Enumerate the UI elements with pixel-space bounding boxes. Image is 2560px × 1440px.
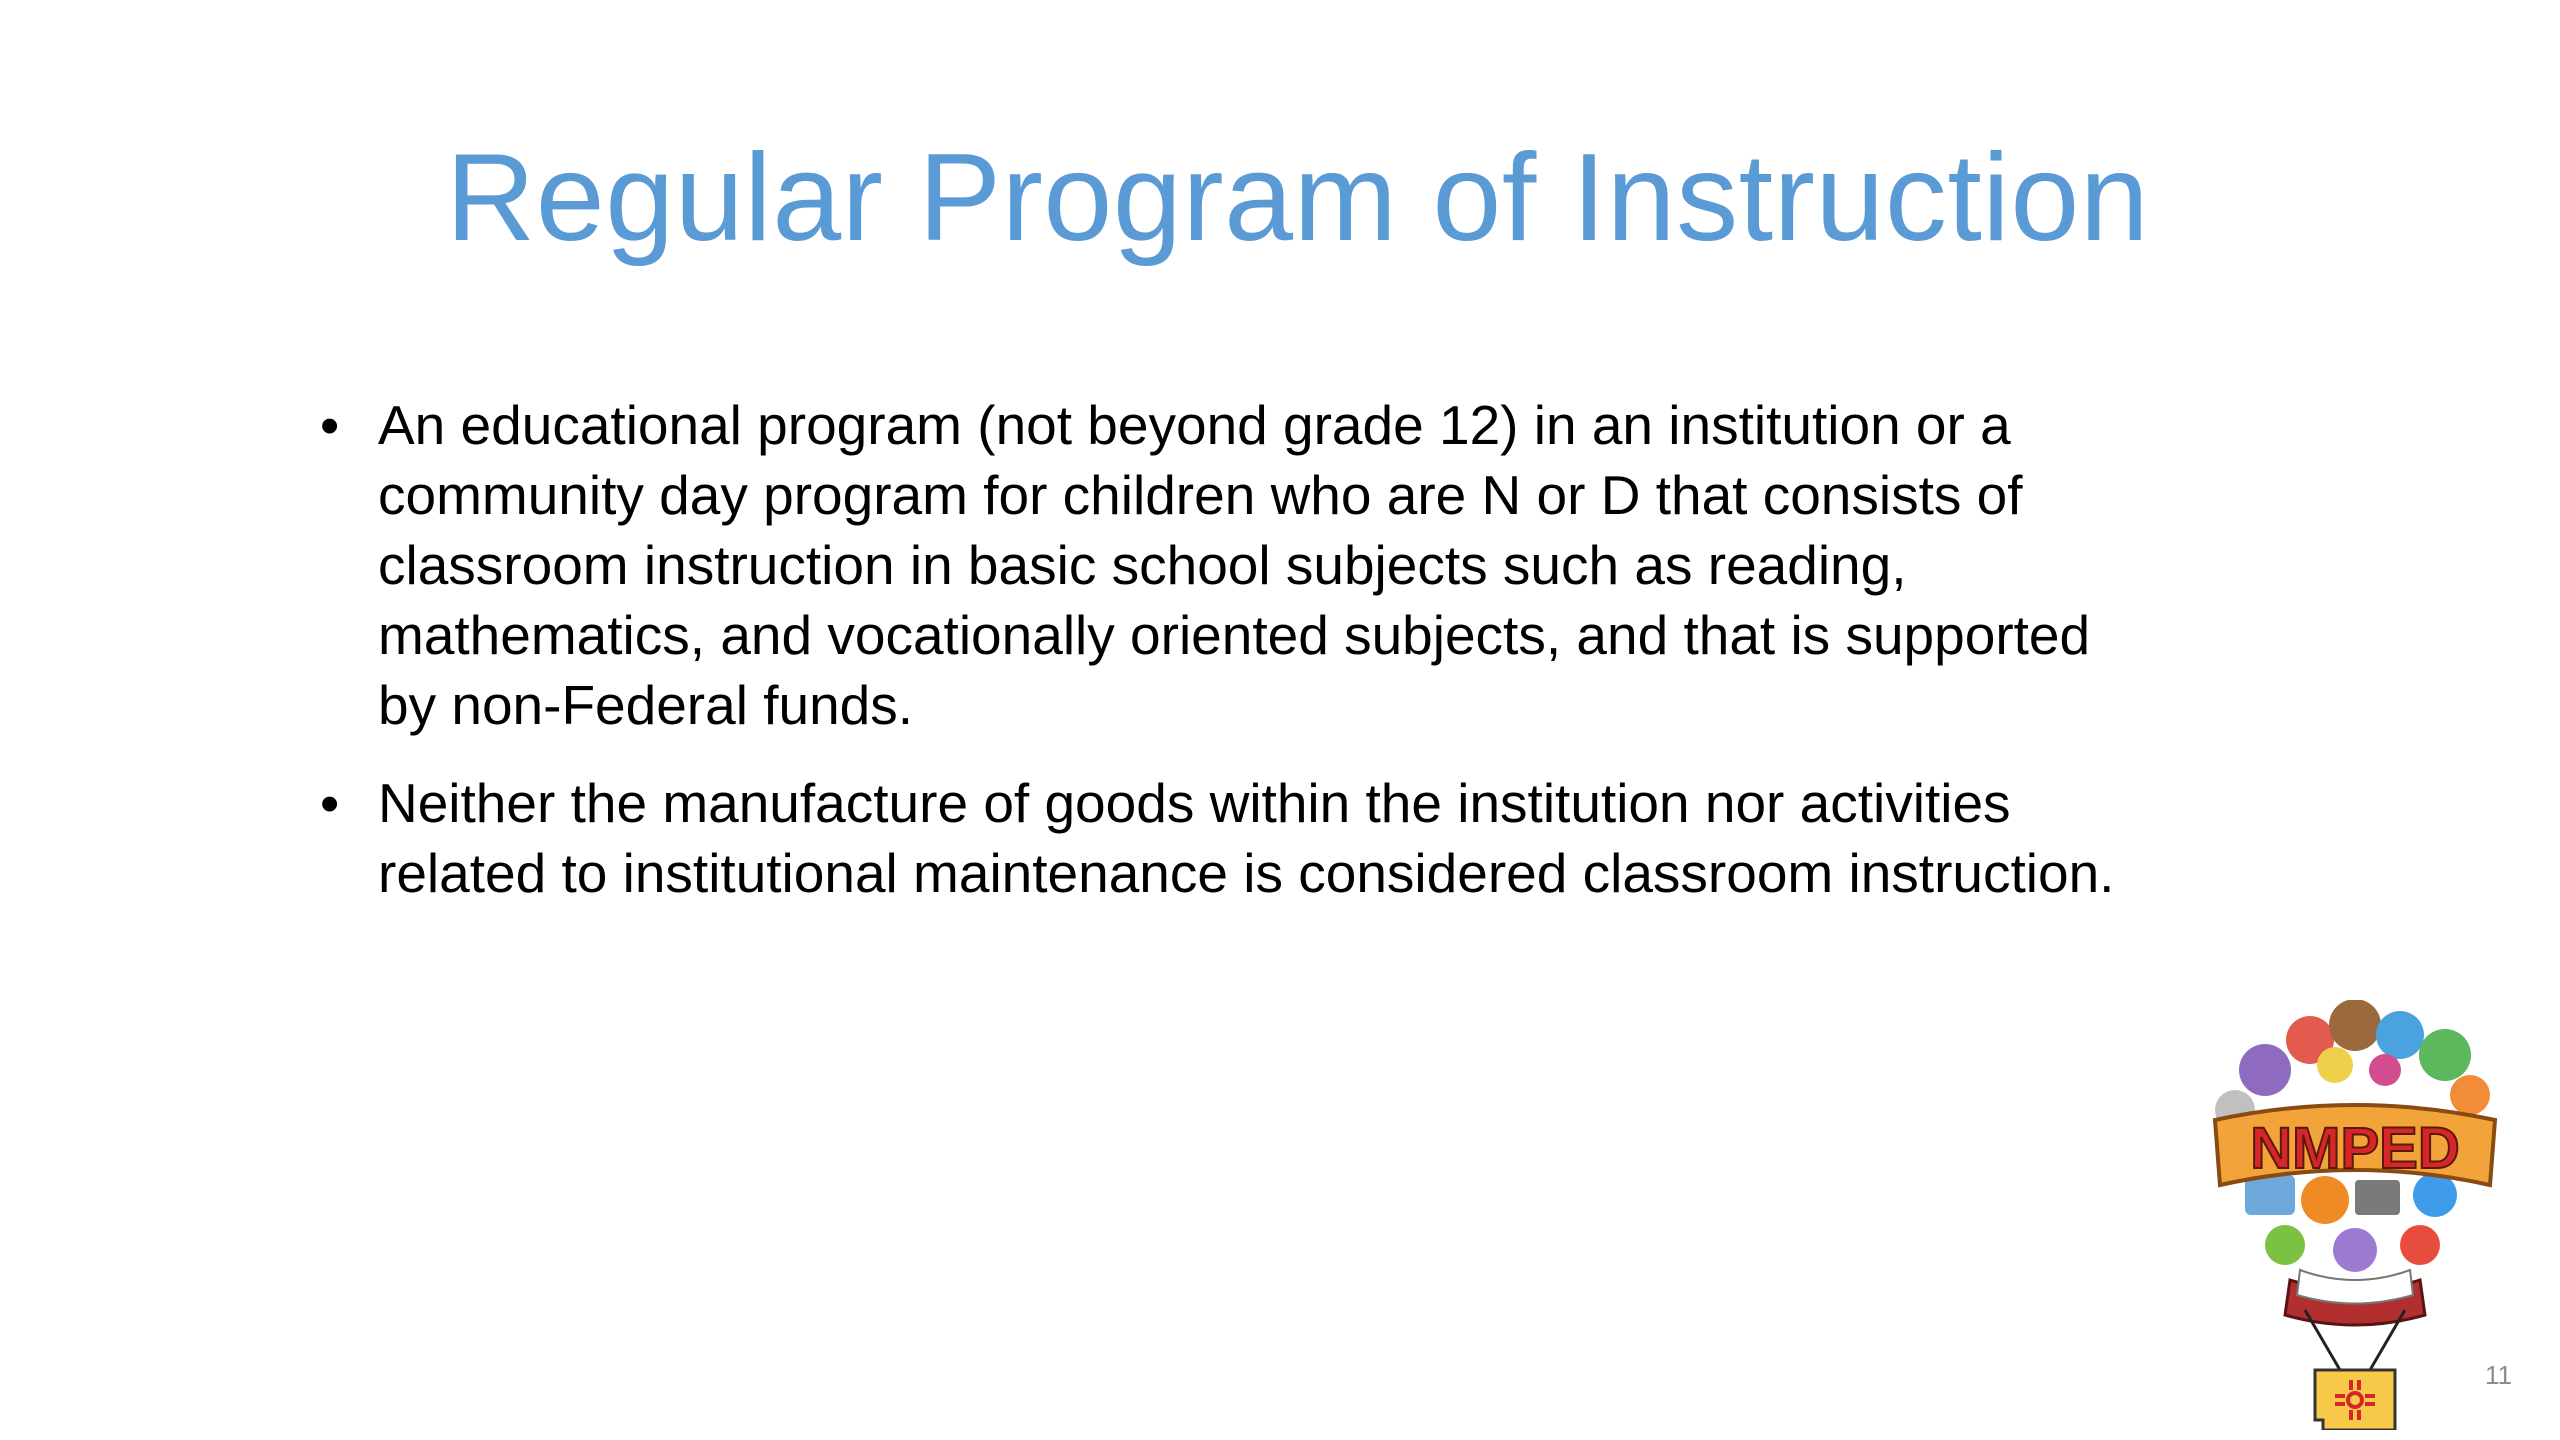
bullet-dot: • bbox=[320, 394, 340, 456]
slide-title: Regular Program of Instruction bbox=[445, 129, 2150, 267]
nmped-logo bbox=[2205, 1000, 2505, 1430]
new-mexico-badge-icon bbox=[2315, 1370, 2395, 1430]
bullet-dot: • bbox=[320, 772, 340, 834]
nmped-banner bbox=[2215, 1105, 2495, 1185]
nmped-logo-text: NMPED bbox=[2250, 1116, 2460, 1181]
bullet-text: Neither the manufacture of goods within the institution nor activities related to institutional maintenance is considered classroom instruction. bbox=[378, 772, 2115, 904]
bullet-item bbox=[320, 768, 2140, 908]
page-number: 11 bbox=[2485, 1360, 2512, 1390]
slide-content bbox=[320, 390, 2140, 936]
bullet-text: An educational program (not beyond grade 12) in an institution or a community day program for children who are N or D that consists of classroom instruction in basic school subjects such as reading, mathematics, and vocationally oriented subjects, and that is supported by non-Federal funds. bbox=[378, 394, 2091, 736]
book-icon bbox=[2285, 1270, 2425, 1325]
bullet-item bbox=[320, 390, 2140, 740]
